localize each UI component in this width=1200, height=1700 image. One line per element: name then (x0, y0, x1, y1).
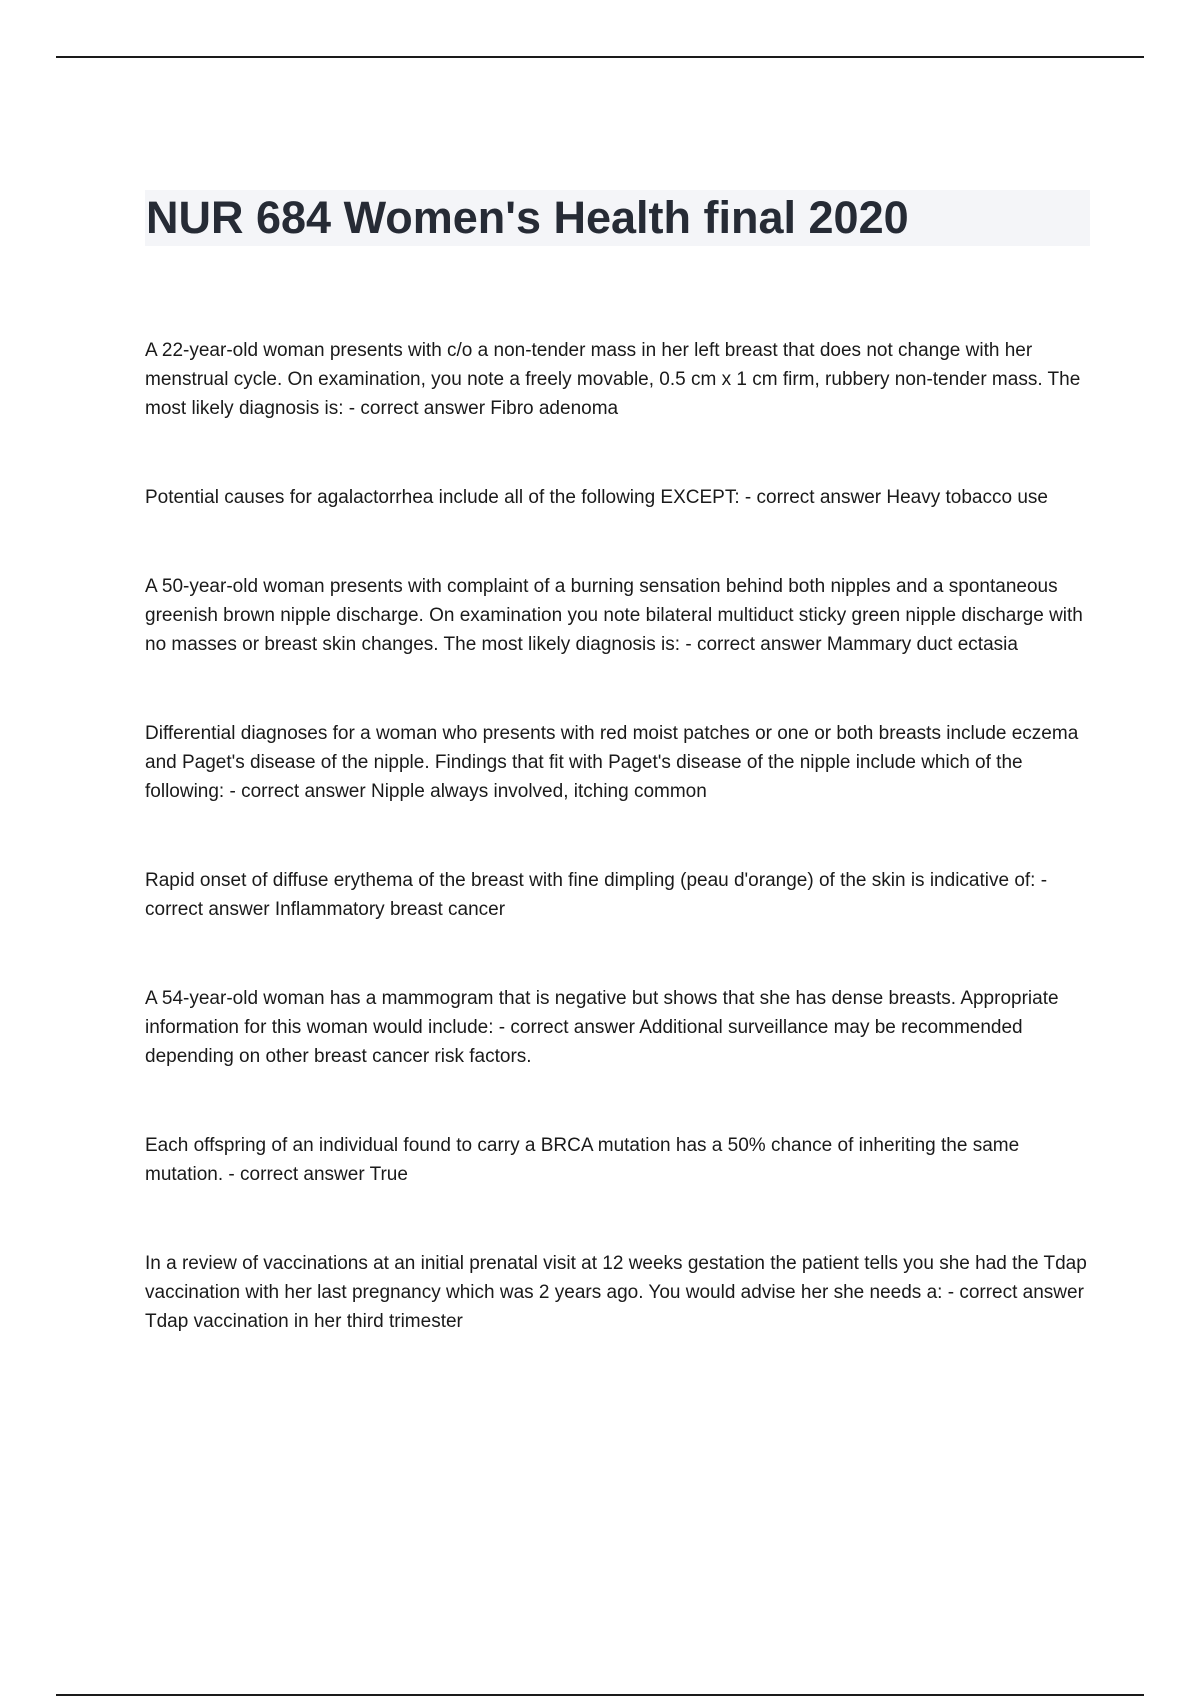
answer-text: Nipple always involved, itching common (370, 781, 707, 802)
answer-separator: - (942, 1282, 960, 1303)
bottom-rule (56, 1694, 1144, 1696)
question-text: A 54-year-old woman has a mammogram that is negative but shows that she has dense breasts. Appropriate information for this woman would include: (145, 988, 1059, 1038)
qa-item (145, 572, 1095, 659)
question-text: Differential diagnoses for a woman who presents with red moist patches or one or both breasts include eczema and Paget's disease of the nipple. Findings that fit with Paget's disease of the nipple include which of the following: (145, 723, 1079, 802)
question-text: Rapid onset of diffuse erythema of the breast with fine dimpling (peau d'orange) of the skin is indicative of: (145, 870, 1036, 891)
question-text: Each offspring of an individual found to carry a BRCA mutation has a 50% chance of inheriting the same mutation. (145, 1135, 1020, 1185)
qa-item (145, 1131, 1095, 1189)
question-text: A 22-year-old woman presents with c/o a non-tender mass in her left breast that does not change with her menstrual cycle. On examination, you note a freely movable, 0.5 cm x 1 cm firm, rubbery non-tender mass. The most likely diagnosis is: (145, 340, 1081, 419)
qa-item (145, 1249, 1095, 1336)
answer-prefix: correct answer (756, 487, 887, 508)
answer-prefix: correct answer (510, 1017, 640, 1038)
question-text: A 50-year-old woman presents with complaint of a burning sensation behind both nipples and a spontaneous greenish brown nipple discharge. On examination you note bilateral multiduct sticky green nipple discharge with no masses or breast skin changes. The most likely diagnosis is: (145, 576, 1083, 655)
answer-text: Additional surveillance may be recommended depending on other breast cancer risk factors. (145, 1017, 1023, 1067)
answer-separator: - (1035, 870, 1048, 891)
answer-prefix: correct answer (959, 1282, 1084, 1303)
answer-separator: - (343, 398, 361, 419)
answer-prefix: correct answer (696, 634, 827, 655)
qa-item (145, 984, 1095, 1071)
qa-list (145, 336, 1095, 1396)
answer-prefix: correct answer (241, 781, 371, 802)
answer-prefix: correct answer (145, 899, 275, 920)
answer-separator: - (493, 1017, 511, 1038)
answer-prefix: correct answer (360, 398, 491, 419)
qa-item (145, 483, 1095, 512)
answer-text: Mammary duct ectasia (826, 634, 1018, 655)
document-title: NUR 684 Women's Health final 2020 (146, 192, 909, 243)
qa-item (145, 336, 1095, 423)
answer-separator: - (223, 1164, 241, 1185)
answer-text: Inflammatory breast cancer (274, 899, 506, 920)
answer-prefix: correct answer (240, 1164, 370, 1185)
answer-separator: - (739, 487, 757, 508)
top-rule (56, 56, 1144, 58)
answer-separator: - (224, 781, 242, 802)
question-text: In a review of vaccinations at an initial prenatal visit at 12 weeks gestation the patient tells you she had the Tdap vaccination with her last pregnancy which was 2 years ago. You would advise her she needs a: (145, 1253, 1087, 1303)
answer-separator: - (680, 634, 697, 655)
answer-text: Heavy tobacco use (886, 487, 1048, 508)
answer-text: Tdap vaccination in her third trimester (145, 1311, 463, 1332)
question-text: Potential causes for agalactorrhea include all of the following EXCEPT: (145, 487, 740, 508)
answer-text: Fibro adenoma (490, 398, 619, 419)
qa-item (145, 719, 1095, 806)
answer-text: True (369, 1164, 408, 1185)
qa-item (145, 866, 1095, 924)
